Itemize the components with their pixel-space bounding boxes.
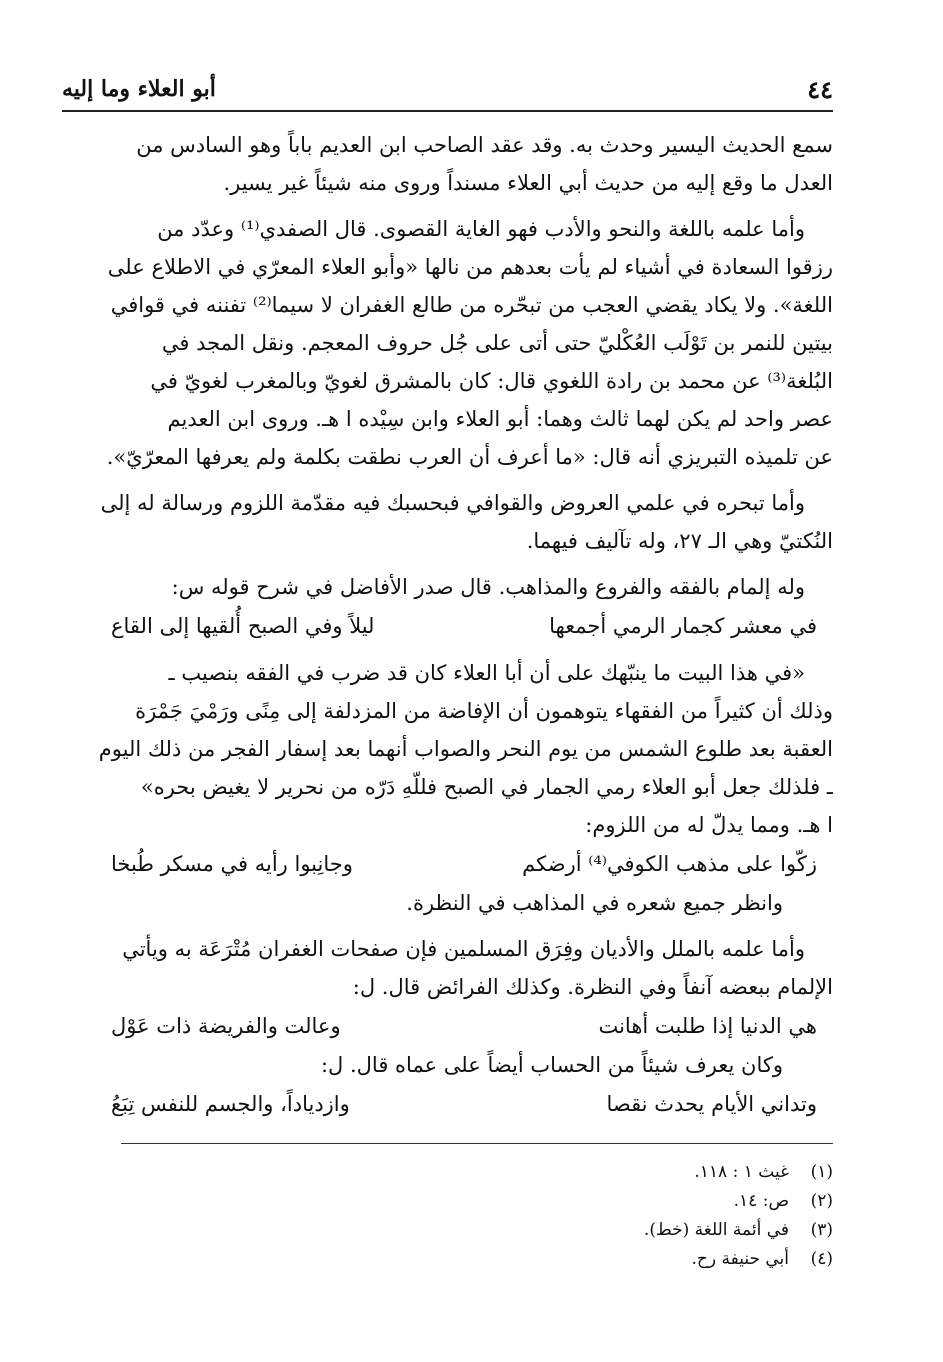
text-line: عصر واحد لم يكن لهما ثالث وهما: أبو العلاء وابن سِيْده ا هـ. وروى ابن العديم (167, 407, 833, 431)
verse-first-hemistich: هي الدنيا إذا طلبت أهانت (598, 1014, 817, 1038)
text-line: وأما تبحره في علمي العروض والقوافي فبحسبك فيه مقدّمة اللزوم ورسالة له إلى (100, 491, 805, 515)
text-line: عن تلميذه التبريزي أنه قال: «ما أعرف أن العرب نطقت بكلمة ولم يعرفها المعرّيّ». (106, 445, 833, 469)
text-line: العقبة بعد طلوع الشمس من يوم النحر والصواب أنهما بعد إسفار الفجر من ذلك اليوم (98, 737, 833, 761)
text-line: وأما علمه بالملل والأديان وفِرَق المسلمين فإن صفحات الغفران مُتْرَعَة به ويأتي (122, 937, 805, 961)
footnote (95, 1187, 833, 1216)
footnote (95, 1216, 833, 1245)
verse (95, 1006, 833, 1046)
footnote-number: (٣) (810, 1220, 833, 1240)
text-line: وله إلمام بالفقه والفروع والمذاهب. قال صدر الأفاضل في شرح قوله س: (171, 575, 805, 599)
page-number: ٤٤ (807, 74, 833, 104)
text-line: البُلغة⁽³⁾ عن محمد بن رادة اللغوي قال: كان بالمشرق لغويّ وبالمغرب لغويّ في (150, 369, 833, 393)
text-line: بيتين للنمر بن تَوْلَب العُكْليّ حتى أتى على جُل حروف المعجم. ونقل المجد في (161, 331, 833, 355)
text-line: ـ فلذلك جعل أبو العلاء رمي الجمار في الصبح فللّهِ دَرّه من نحرير لا يغيض بحره» (140, 775, 833, 799)
text-line: وأما علمه باللغة والنحو والأدب فهو الغاية القصوى. قال الصفدي⁽¹⁾ وعدّد من (157, 217, 805, 241)
verse (95, 1084, 833, 1124)
paragraph (95, 568, 833, 606)
footnote-number: (٤) (810, 1249, 833, 1269)
footnote (95, 1245, 833, 1274)
footnote-text: غيث ١ : ١١٨. (694, 1162, 789, 1182)
paragraph (95, 210, 833, 476)
verse-note: وكان يعرف شيئاً من الحساب أيضاً على عماه قال. ل: (320, 1053, 783, 1077)
text-line: اللغة». ولا يكاد يقضي العجب من تبحّره من طالع الغفران لا سيما⁽²⁾ تفننه في قوافي (110, 293, 833, 317)
text-line: العدل ما وقع إليه من حديث أبي العلاء مسنداً وروى منه شيئاً غير يسير. (223, 171, 833, 195)
main-text (95, 126, 833, 1124)
paragraph (95, 126, 833, 202)
text-line: رزقوا السعادة في أشياء لم يأت بعدهم من نالها «وأبو العلاء المعرّي في الاطلاع على (107, 255, 833, 279)
verse (95, 606, 833, 646)
verse-first-hemistich: زكّوا على مذهب الكوفي⁽⁴⁾ أرضكم (522, 852, 817, 876)
footnote-text: ص: ١٤. (733, 1191, 789, 1211)
footnote-rule (121, 1143, 833, 1144)
text-line: «في هذا البيت ما ينبّهك على أن أبا العلاء كان قد ضرب في الفقه بنصيب ـ (168, 661, 805, 685)
header-rule (62, 110, 833, 112)
footnotes (95, 1158, 833, 1274)
paragraph (95, 930, 833, 1006)
verse-first-hemistich: وتداني الأيام يحدث نقصا (606, 1092, 817, 1116)
text-line: ا هـ. ومما يدلّ له من اللزوم: (585, 813, 833, 837)
verse-second-hemistich: وعالت والفريضة ذات عَوْل (111, 1014, 341, 1038)
paragraph (95, 484, 833, 560)
paragraph (95, 654, 833, 844)
verse (95, 844, 833, 884)
text-line: وذلك أن كثيراً من الفقهاء يتوهمون أن الإفاضة من المزدلفة إلى مِنًى ورَمْيَ جَمْرَة (135, 699, 833, 723)
verse-note: وانظر جميع شعره في المذاهب في النظرة. (406, 891, 783, 915)
text-line: الإلمام ببعضه آنفاً وفي النظرة. وكذلك الفرائض قال. ل: (352, 975, 833, 999)
text-line: النُكتيّ وهي الـ ٢٧، وله تآليف فيهما. (526, 529, 833, 553)
verse-first-hemistich: في معشر كجمار الرمي أجمعها (549, 614, 817, 638)
page-header (62, 72, 833, 106)
footnote-text: في أئمة اللغة (خط). (643, 1220, 789, 1240)
footnote (95, 1158, 833, 1187)
footnote-number: (١) (810, 1162, 833, 1182)
verse-second-hemistich: وجانِبوا رأيه في مسكر طُبخا (111, 852, 353, 876)
text-line: سمع الحديث اليسير وحدث به. وقد عقد الصاحب ابن العديم باباً وهو السادس من (136, 133, 833, 157)
footnote-number: (٢) (810, 1191, 833, 1211)
running-title: أبو العلاء وما إليه (62, 76, 216, 102)
verse-second-hemistich: وازدياداً، والجسم للنفس تِبَعُ (111, 1092, 350, 1116)
footnote-text: أبي حنيفة رح. (691, 1249, 789, 1269)
verse-second-hemistich: ليلاً وفي الصبح أُلقيها إلى القاع (111, 614, 375, 638)
